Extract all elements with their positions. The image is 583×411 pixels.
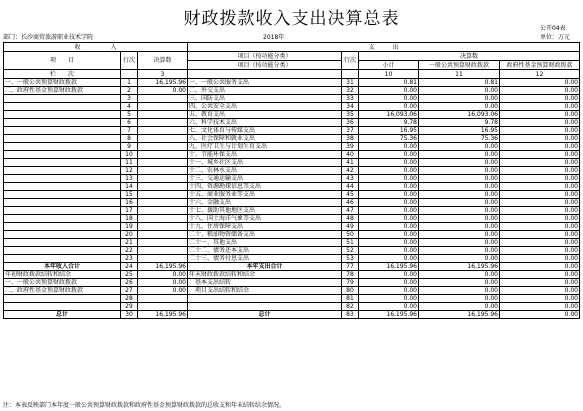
table-row xyxy=(4,111,580,119)
expense-item: 二十二、债务还本支出 xyxy=(188,247,342,255)
table-row xyxy=(4,287,580,295)
expense-item: 基本支出结转 xyxy=(188,279,342,287)
expense-fund: 0.00 xyxy=(500,263,580,271)
income-line: 20 xyxy=(121,231,138,239)
expense-general: 0.00 xyxy=(419,175,500,183)
income-line: 6 xyxy=(121,119,138,127)
table-row xyxy=(4,247,580,255)
expense-subtotal: 0.00 xyxy=(359,255,419,263)
expense-item: 十四、资源勘探信息等支出 xyxy=(188,183,342,191)
expense-fund: 0.00 xyxy=(500,183,580,191)
expense-item: 二十三、债务付息支出 xyxy=(188,255,342,263)
expense-general: 0.00 xyxy=(419,223,500,231)
expense-line: 82 xyxy=(342,303,359,311)
income-item xyxy=(4,111,121,119)
table-row xyxy=(4,119,580,127)
income-item xyxy=(4,191,121,199)
expense-fund: 0.00 xyxy=(500,287,580,295)
expense-subtotal: 0.00 xyxy=(359,151,419,159)
table-row xyxy=(4,87,580,95)
expense-subtotal: 0.81 xyxy=(359,79,419,87)
income-line: 13 xyxy=(121,175,138,183)
expense-subtotal: 0.00 xyxy=(359,295,419,303)
expense-item: 十九、住房保障支出 xyxy=(188,223,342,231)
expense-subtotal: 16.95 xyxy=(359,127,419,135)
expense-line-header: 行次 xyxy=(342,52,359,70)
expense-subtotal: 0.00 xyxy=(359,303,419,311)
expense-line: 78 xyxy=(342,271,359,279)
expense-fund: 0.00 xyxy=(500,207,580,215)
expense-fund: 0.00 xyxy=(500,311,580,319)
form-number: 公开04表 xyxy=(540,25,566,32)
expense-general: 0.00 xyxy=(419,191,500,199)
subtotal-header: 小计 xyxy=(359,61,419,70)
table-row xyxy=(4,183,580,191)
expense-line: 39 xyxy=(342,143,359,151)
income-amount xyxy=(138,103,188,111)
expense-subtotal: 0.00 xyxy=(359,87,419,95)
income-item xyxy=(4,215,121,223)
income-amount xyxy=(138,215,188,223)
expense-fund: 0.00 xyxy=(500,159,580,167)
income-item xyxy=(4,183,121,191)
expense-subtotal: 75.36 xyxy=(359,135,419,143)
income-line: 15 xyxy=(121,191,138,199)
income-item xyxy=(4,231,121,239)
expense-line: 50 xyxy=(342,231,359,239)
table-row xyxy=(4,127,580,135)
expense-general: 0.81 xyxy=(419,79,500,87)
budget-table xyxy=(3,42,580,319)
expense-subtotal: 0.00 xyxy=(359,271,419,279)
income-item: 二、政府性基金预算财政拨款 xyxy=(4,287,121,295)
income-item xyxy=(4,143,121,151)
fund-budget-header: 政府性基金预算财政拨款 xyxy=(500,61,580,70)
expense-fund: 0.00 xyxy=(500,175,580,183)
income-item xyxy=(4,151,121,159)
income-item xyxy=(4,223,121,231)
expense-subtotal: 0.00 xyxy=(359,223,419,231)
expense-line: 52 xyxy=(342,247,359,255)
table-row xyxy=(4,151,580,159)
income-amount xyxy=(138,239,188,247)
expense-item: 总计 xyxy=(188,311,342,319)
expense-subtotal: 0.00 xyxy=(359,239,419,247)
expense-line: 83 xyxy=(342,311,359,319)
income-amount: 0.00 xyxy=(138,287,188,295)
expense-line: 31 xyxy=(342,79,359,87)
expense-fund: 0.00 xyxy=(500,279,580,287)
footnote: 注：本表反映部门本年度一般公共预算财政拨款和政府性基金预算财政拨款的总收支和年末结转结余情况。 xyxy=(3,402,286,409)
expense-item: 项目支出结转和结余 xyxy=(188,287,342,295)
expense-line: 41 xyxy=(342,159,359,167)
table-row xyxy=(4,311,580,319)
expense-item: 七、文化体育与传媒支出 xyxy=(188,127,342,135)
income-line: 8 xyxy=(121,135,138,143)
unit-label: 单位：万元 xyxy=(540,34,571,41)
expense-line: 33 xyxy=(342,95,359,103)
table-row xyxy=(4,271,580,279)
income-amount xyxy=(138,135,188,143)
income-amount xyxy=(138,191,188,199)
general-budget-header: 一般公共预算财政拨款 xyxy=(419,61,500,70)
table-row xyxy=(4,191,580,199)
income-amount: 16,195.96 xyxy=(138,263,188,271)
expense-line: 80 xyxy=(342,287,359,295)
income-item xyxy=(4,247,121,255)
expense-subtotal: 0.00 xyxy=(359,95,419,103)
expense-fund: 0.00 xyxy=(500,303,580,311)
income-line: 22 xyxy=(121,247,138,255)
income-item xyxy=(4,159,121,167)
department-label: 部门：长沙商贸旅游职业技术学院 xyxy=(3,34,94,41)
expense-subtotal: 0.00 xyxy=(359,183,419,191)
expense-item xyxy=(188,295,342,303)
expense-item: 三、国防支出 xyxy=(188,95,342,103)
income-item xyxy=(4,207,121,215)
report-year: 2018年 xyxy=(263,34,285,41)
expense-fund: 0.00 xyxy=(500,95,580,103)
expense-line: 37 xyxy=(342,127,359,135)
income-line: 26 xyxy=(121,279,138,287)
expense-general: 0.00 xyxy=(419,207,500,215)
income-amount xyxy=(138,207,188,215)
income-header: 收 入 xyxy=(4,43,188,52)
report-title: 财政拨款收入支出决算总表 xyxy=(183,9,400,29)
income-item xyxy=(4,295,121,303)
income-item: 年初财政拨款结转和结余 xyxy=(4,271,121,279)
table-row xyxy=(4,279,580,287)
expense-line: 43 xyxy=(342,175,359,183)
expense-header: 支 出 xyxy=(188,43,580,52)
expense-fund: 0.00 xyxy=(500,87,580,95)
income-line: 7 xyxy=(121,127,138,135)
expense-line: 35 xyxy=(342,111,359,119)
expense-item: 一、一般公共服务支出 xyxy=(188,79,342,87)
expense-item: 八、社会保障和就业支出 xyxy=(188,135,342,143)
expense-line: 51 xyxy=(342,239,359,247)
expense-general: 0.00 xyxy=(419,231,500,239)
income-line: 30 xyxy=(121,311,138,319)
expense-line: 32 xyxy=(342,87,359,95)
income-amount xyxy=(138,303,188,311)
expense-general: 0.00 xyxy=(419,279,500,287)
table-row xyxy=(4,143,580,151)
income-item xyxy=(4,135,121,143)
income-line: 21 xyxy=(121,239,138,247)
income-amount xyxy=(138,95,188,103)
expense-general: 0.00 xyxy=(419,103,500,111)
income-amount: 0.00 xyxy=(138,271,188,279)
expense-item-header: 项目（按功能分类） xyxy=(188,52,342,61)
income-amount-header: 决算数 xyxy=(138,52,188,70)
expense-fund: 0.00 xyxy=(500,199,580,207)
expense-fund: 0.00 xyxy=(500,151,580,159)
income-amount: 0.00 xyxy=(138,87,188,95)
expense-line: 36 xyxy=(342,119,359,127)
expense-general: 0.00 xyxy=(419,287,500,295)
expense-item: 二、外交支出 xyxy=(188,87,342,95)
expense-fund: 0.00 xyxy=(500,223,580,231)
income-amount: 0.00 xyxy=(138,279,188,287)
expense-general: 0.00 xyxy=(419,151,500,159)
expense-general: 75.36 xyxy=(419,135,500,143)
table-row xyxy=(4,295,580,303)
expense-item: 十七、援助其他地区支出 xyxy=(188,207,342,215)
column-index-10: 10 xyxy=(359,70,419,79)
expense-line: 40 xyxy=(342,151,359,159)
income-line: 18 xyxy=(121,215,138,223)
income-amount xyxy=(138,111,188,119)
income-amount xyxy=(138,231,188,239)
expense-item: 六、科学技术支出 xyxy=(188,119,342,127)
column-index-12: 12 xyxy=(500,70,580,79)
column-index-11: 11 xyxy=(419,70,500,79)
expense-general: 0.00 xyxy=(419,295,500,303)
table-row xyxy=(4,79,580,87)
expense-subtotal: 0.00 xyxy=(359,199,419,207)
table-row xyxy=(4,175,580,183)
income-amount xyxy=(138,127,188,135)
income-amount xyxy=(138,255,188,263)
expense-general: 16,195.96 xyxy=(419,263,500,271)
income-amount xyxy=(138,167,188,175)
column-index-label: 栏 次 xyxy=(4,70,121,79)
expense-line: 77 xyxy=(342,263,359,271)
expense-general: 16,195.96 xyxy=(419,311,500,319)
income-item: 总计 xyxy=(4,311,121,319)
table-row xyxy=(4,159,580,167)
income-amount xyxy=(138,223,188,231)
expense-line: 44 xyxy=(342,183,359,191)
expense-general: 0.00 xyxy=(419,167,500,175)
expense-subtotal: 16,195.96 xyxy=(359,311,419,319)
income-line: 24 xyxy=(121,263,138,271)
expense-subtotal: 0.00 xyxy=(359,159,419,167)
expense-fund: 0.00 xyxy=(500,79,580,87)
table-row xyxy=(4,223,580,231)
income-item-header: 项 目 xyxy=(4,52,121,70)
expense-subtotal: 0.00 xyxy=(359,175,419,183)
expense-fund: 0.00 xyxy=(500,239,580,247)
income-line-header: 行次 xyxy=(121,52,138,70)
income-amount xyxy=(138,247,188,255)
expense-line: 42 xyxy=(342,167,359,175)
expense-subtotal: 16,195.96 xyxy=(359,263,419,271)
income-line: 17 xyxy=(121,207,138,215)
table-row xyxy=(4,263,580,271)
expense-fund: 0.00 xyxy=(500,127,580,135)
expense-item: 十五、商业服务业等支出 xyxy=(188,191,342,199)
income-item: 一、一般公共预算财政拨款 xyxy=(4,79,121,87)
income-amount: 16,195.96 xyxy=(138,79,188,87)
expense-item: 五、教育支出 xyxy=(188,111,342,119)
table-row xyxy=(4,239,580,247)
expense-subtotal: 0.00 xyxy=(359,287,419,295)
income-line: 16 xyxy=(121,199,138,207)
expense-subtotal: 0.00 xyxy=(359,103,419,111)
table-row xyxy=(4,167,580,175)
income-line: 19 xyxy=(121,223,138,231)
expense-fund: 0.00 xyxy=(500,247,580,255)
expense-item: 十、节能环保支出 xyxy=(188,151,342,159)
expense-subtotal: 16,093.06 xyxy=(359,111,419,119)
income-amount xyxy=(138,159,188,167)
income-item xyxy=(4,175,121,183)
expense-item-header-2: 项目（按功能分类） xyxy=(188,61,342,70)
income-item xyxy=(4,239,121,247)
expense-fund: 0.00 xyxy=(500,103,580,111)
column-index-3: 3 xyxy=(138,70,188,79)
expense-item: 十一、城乡社区支出 xyxy=(188,159,342,167)
expense-line: 38 xyxy=(342,135,359,143)
expense-general: 0.00 xyxy=(419,215,500,223)
expense-item: 二十、粮油物资储备支出 xyxy=(188,231,342,239)
income-item xyxy=(4,167,121,175)
expense-subtotal: 0.00 xyxy=(359,191,419,199)
expense-fund: 0.00 xyxy=(500,271,580,279)
income-item xyxy=(4,95,121,103)
expense-fund: 0.00 xyxy=(500,255,580,263)
income-line: 4 xyxy=(121,103,138,111)
expense-general: 9.78 xyxy=(419,119,500,127)
expense-general: 16.95 xyxy=(419,127,500,135)
expense-item: 年末财政拨款结转和结余 xyxy=(188,271,342,279)
income-line: 29 xyxy=(121,303,138,311)
income-line: 12 xyxy=(121,167,138,175)
income-line: 2 xyxy=(121,87,138,95)
income-item: 一、一般公共预算财政拨款 xyxy=(4,279,121,287)
expense-item: 十八、国土海洋气象等支出 xyxy=(188,215,342,223)
table-row xyxy=(4,215,580,223)
expense-fund: 0.00 xyxy=(500,167,580,175)
expense-item: 九、医疗卫生与计划生育支出 xyxy=(188,143,342,151)
expense-line: 53 xyxy=(342,255,359,263)
expense-fund: 0.00 xyxy=(500,111,580,119)
expense-general: 0.00 xyxy=(419,95,500,103)
income-line: 5 xyxy=(121,111,138,119)
income-item: 本年收入合计 xyxy=(4,263,121,271)
expense-subtotal: 9.78 xyxy=(359,119,419,127)
expense-item: 十六、金融支出 xyxy=(188,199,342,207)
expense-subtotal: 0.00 xyxy=(359,143,419,151)
expense-fund: 0.00 xyxy=(500,191,580,199)
income-item: 二、政府性基金预算财政拨款 xyxy=(4,87,121,95)
income-line: 25 xyxy=(121,271,138,279)
expense-fund: 0.00 xyxy=(500,215,580,223)
expense-item xyxy=(188,303,342,311)
table-row xyxy=(4,199,580,207)
expense-line: 47 xyxy=(342,207,359,215)
expense-subtotal: 0.00 xyxy=(359,247,419,255)
expense-general: 0.00 xyxy=(419,271,500,279)
expense-subtotal: 0.00 xyxy=(359,207,419,215)
expense-line: 45 xyxy=(342,191,359,199)
income-amount xyxy=(138,143,188,151)
income-item xyxy=(4,127,121,135)
expense-line: 79 xyxy=(342,279,359,287)
expense-fund: 0.00 xyxy=(500,143,580,151)
expense-fund: 0.00 xyxy=(500,119,580,127)
expense-amount-header: 决算数 xyxy=(359,52,580,61)
expense-item: 本年支出合计 xyxy=(188,263,342,271)
income-item xyxy=(4,199,121,207)
expense-subtotal: 0.00 xyxy=(359,231,419,239)
expense-general: 16,093.06 xyxy=(419,111,500,119)
income-line: 23 xyxy=(121,255,138,263)
expense-line: 49 xyxy=(342,223,359,231)
expense-item: 十二、农林水支出 xyxy=(188,167,342,175)
income-line: 3 xyxy=(121,95,138,103)
expense-line: 81 xyxy=(342,295,359,303)
income-item xyxy=(4,103,121,111)
expense-fund: 0.00 xyxy=(500,135,580,143)
income-line: 27 xyxy=(121,287,138,295)
income-amount xyxy=(138,119,188,127)
expense-item: 二十一、其他支出 xyxy=(188,239,342,247)
table-row xyxy=(4,303,580,311)
income-line: 1 xyxy=(121,79,138,87)
expense-general: 0.00 xyxy=(419,255,500,263)
expense-item: 四、公共安全支出 xyxy=(188,103,342,111)
table-row xyxy=(4,255,580,263)
table-row xyxy=(4,207,580,215)
expense-general: 0.00 xyxy=(419,247,500,255)
expense-fund: 0.00 xyxy=(500,295,580,303)
expense-general: 0.00 xyxy=(419,143,500,151)
income-line: 14 xyxy=(121,183,138,191)
expense-item: 十三、交通运输支出 xyxy=(188,175,342,183)
expense-general: 0.00 xyxy=(419,239,500,247)
expense-general: 0.00 xyxy=(419,159,500,167)
expense-subtotal: 0.00 xyxy=(359,215,419,223)
expense-fund: 0.00 xyxy=(500,231,580,239)
income-line: 10 xyxy=(121,151,138,159)
table-row xyxy=(4,231,580,239)
expense-line: 46 xyxy=(342,199,359,207)
income-amount xyxy=(138,183,188,191)
expense-general: 0.00 xyxy=(419,183,500,191)
expense-subtotal: 0.00 xyxy=(359,279,419,287)
income-line: 11 xyxy=(121,159,138,167)
income-item xyxy=(4,255,121,263)
expense-subtotal: 0.00 xyxy=(359,167,419,175)
table-row xyxy=(4,103,580,111)
income-item xyxy=(4,303,121,311)
income-item xyxy=(4,119,121,127)
table-row xyxy=(4,135,580,143)
table-row xyxy=(4,95,580,103)
income-amount xyxy=(138,295,188,303)
expense-general: 0.00 xyxy=(419,303,500,311)
income-amount xyxy=(138,151,188,159)
income-amount: 16,195.96 xyxy=(138,311,188,319)
expense-line: 48 xyxy=(342,215,359,223)
income-line: 28 xyxy=(121,295,138,303)
income-amount xyxy=(138,175,188,183)
income-amount xyxy=(138,199,188,207)
expense-general: 0.00 xyxy=(419,199,500,207)
income-line: 9 xyxy=(121,143,138,151)
expense-general: 0.00 xyxy=(419,87,500,95)
expense-line: 34 xyxy=(342,103,359,111)
